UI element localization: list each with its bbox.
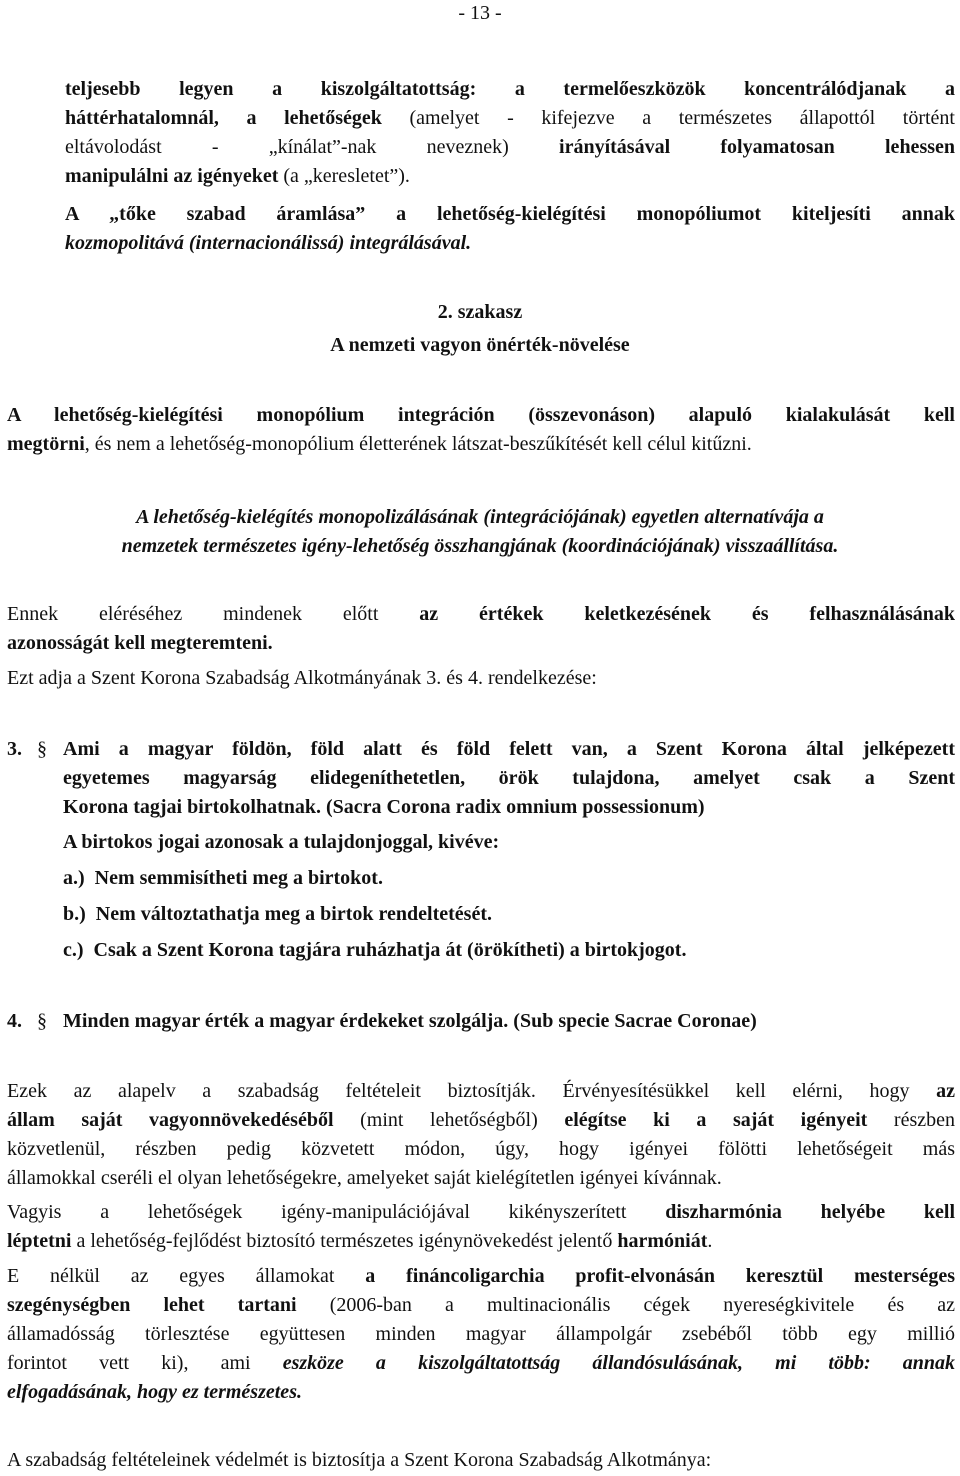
text-line: szegénységben lehet tartani (2006-ban a multinacionális cégek nyereségkivitele és az xyxy=(7,1294,955,1316)
section-sign: § xyxy=(37,1010,47,1032)
text-line: A lehetőség-kielégítési monopólium integráción (összevonáson) alapuló kialakulását kell xyxy=(7,404,955,426)
text-line: Vagyis a lehetőségek igény-manipulációjával kikényszerített diszharmónia helyébe kell xyxy=(7,1201,955,1223)
text-line: teljesebb legyen a kiszolgáltatottság: a termelőeszközök koncentrálódjanak a xyxy=(65,78,955,100)
text-line: A „tőke szabad áramlása” a lehetőség-kielégítési monopóliumot kiteljesíti annak xyxy=(65,203,955,225)
text-line: A lehetőség-kielégítés monopolizálásának (integrációjának) egyetlen alternatívája a xyxy=(136,506,824,528)
text-line: elfogadásának, hogy ez természetes. xyxy=(7,1381,302,1403)
section-sign: § xyxy=(37,738,47,760)
text-line: eltávolodást - „kínálat”-nak neveznek) irányításával folyamatosan lehessen xyxy=(65,136,956,158)
text-line: Minden magyar érték a magyar érdekeket szolgálja. (Sub specie Sacrae Coronae) xyxy=(63,1010,757,1032)
paragraph-closing: A szabadság feltételeinek védelmét is biztosítja a Szent Korona Szabadság Alkotmánya: xyxy=(7,1449,712,1471)
text-line: Ezek az alapelv a szabadság feltételeit biztosítják. Érvényesítésükkel kell elérni, hogy az xyxy=(7,1080,955,1102)
list-item: c.) Csak a Szent Korona tagjára ruházhatja át (örökítheti) a birtokjogot. xyxy=(63,939,687,961)
section-number: 2. szakasz xyxy=(437,301,523,323)
paragraph-constitution-ref: Ezt adja a Szent Korona Szabadság Alkotmányának 3. és 4. rendelkezése: xyxy=(7,667,597,689)
text-line: egyetemes magyarság elidegeníthetetlen, örök tulajdona, amelyet csak a Szent xyxy=(63,767,955,789)
text-line: államadósság törlesztése együttesen minden magyar állampolgár zsebéből több egy millió xyxy=(7,1323,955,1345)
article-number: 3. xyxy=(7,738,22,760)
text-line: nemzetek természetes igény-lehetőség összhangjának (koordinációjának) visszaállítása. xyxy=(121,535,839,557)
text-line: forintot vett ki), ami eszköze a kiszolgáltatottság állandósulásának, mi több: annak xyxy=(7,1352,956,1374)
text-line: léptetni a lehetőség-fejlődést biztosító természetes igénynövekedést jelentő harmóniát. xyxy=(7,1230,713,1252)
text-line: manipulálni az igényeket (a „keresletet”). xyxy=(65,165,410,187)
text-line: állam saját vagyonnövekedéséből (mint lehetőségből) elégítse ki a saját igényeit részben xyxy=(7,1109,956,1131)
text-line: Ami a magyar földön, föld alatt és föld felett van, a Szent Korona által jelképezett xyxy=(63,738,955,760)
text-line: államokkal cseréli el olyan lehetőségekre, amelyeket saját kielégítetlen igényei kívánnak. xyxy=(7,1167,722,1189)
list-item: a.) Nem semmisítheti meg a birtokot. xyxy=(63,867,383,889)
article-number: 4. xyxy=(7,1010,22,1032)
text-line: azonosságát kell megteremteni. xyxy=(7,632,273,654)
section-title: A nemzeti vagyon önérték-növelése xyxy=(330,334,630,356)
list-item: b.) Nem változtathatja meg a birtok rendeltetését. xyxy=(63,903,492,925)
article-3 xyxy=(7,735,955,965)
text-line: A birtokos jogai azonosak a tulajdonjoggal, kivéve: xyxy=(63,831,500,853)
text-line: kozmopolitává (internacionálissá) integrálásával. xyxy=(65,232,472,254)
text-line: közvetlenül, részben pedig közvetett módon, úgy, hogy igényei fölötti lehetőségeit más xyxy=(7,1138,955,1160)
text-line: háttérhatalomnál, a lehetőségek (amelyet - kifejezve a természetes állapottól történt xyxy=(65,107,955,129)
article-4 xyxy=(7,1007,955,1037)
text-line: megtörni, és nem a lehetőség-monopólium életterének látszat-beszűkítését kell célul kitűzni. xyxy=(7,433,752,455)
text-line: E nélkül az egyes államokat a fináncoligarchia profit-elvonásán keresztül mesterséges xyxy=(7,1265,955,1287)
text-line: Korona tagjai birtokolhatnak. (Sacra Corona radix omnium possessionum) xyxy=(63,796,705,818)
page-number: - 13 - xyxy=(458,2,502,24)
text-line: Ennek eléréséhez mindenek előtt az értékek keletkezésének és felhasználásának xyxy=(7,603,955,625)
